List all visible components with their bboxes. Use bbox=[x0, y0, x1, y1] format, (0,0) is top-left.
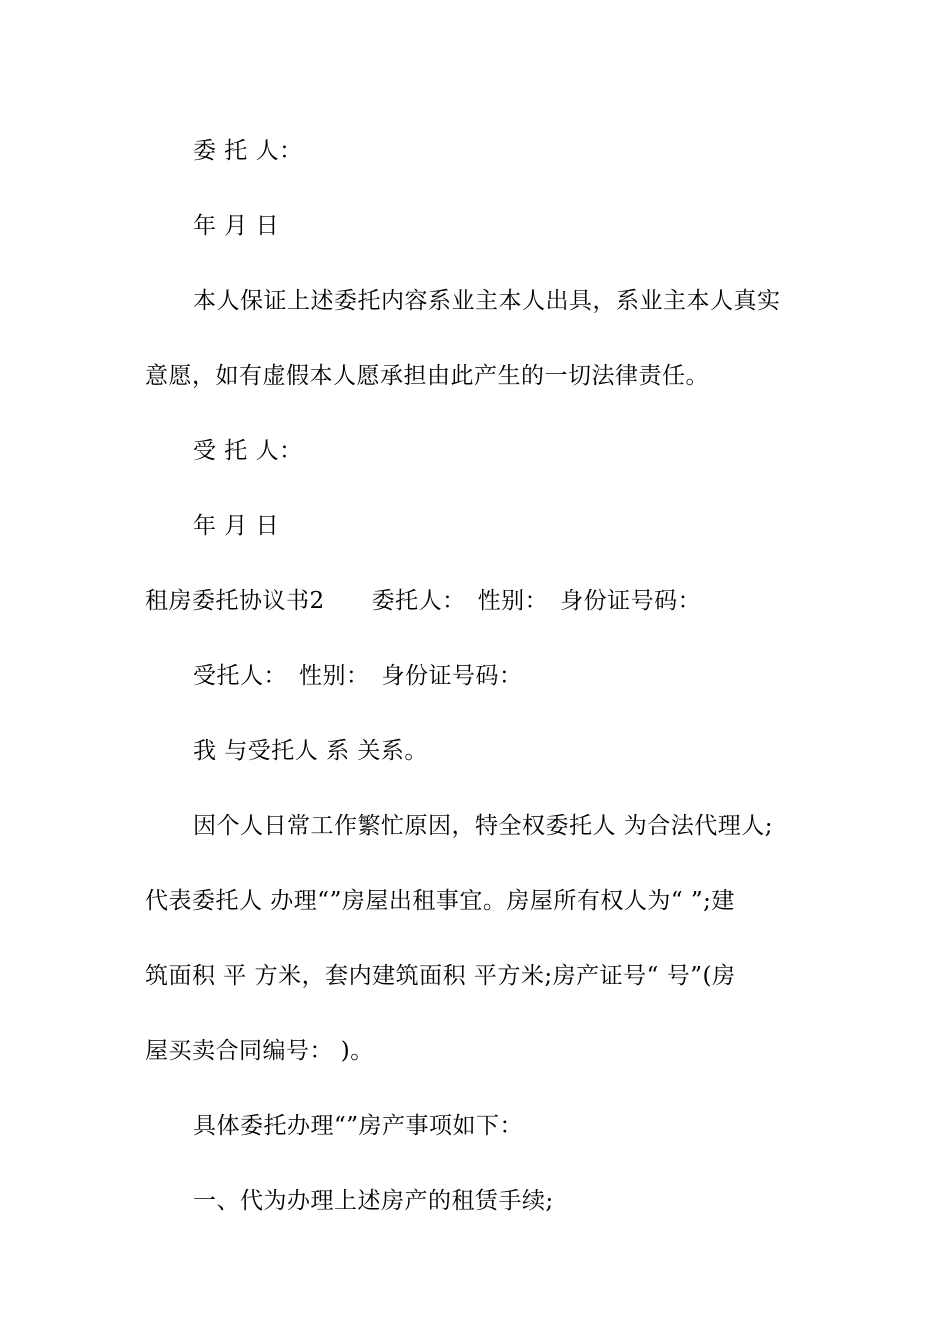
agent-info-line: 受托人： 性别： 身份证号码： bbox=[193, 663, 523, 689]
agent-signature-line: 受 托 人： bbox=[193, 438, 303, 464]
agreement-title-and-principal-info: 租房委托协议书2 委托人： 性别： 身份证号码： bbox=[145, 588, 702, 614]
guarantee-paragraph-line-2: 意愿，如有虚假本人愿承担由此产生的一切法律责任。 bbox=[145, 363, 709, 389]
entrusted-matters-heading: 具体委托办理“”房产事项如下： bbox=[193, 1113, 524, 1139]
agent-date-line: 年 月 日 bbox=[193, 513, 280, 539]
delegation-paragraph-line-2: 代表委托人 办理“”房屋出租事宜。房屋所有权人为“ ”;建 bbox=[145, 888, 735, 914]
delegation-paragraph-line-3: 筑面积 平 方米，套内建筑面积 平方米;房产证号“ 号”(房 bbox=[145, 963, 736, 989]
delegation-paragraph-line-1: 因个人日常工作繁忙原因，特全权委托人 为合法代理人; bbox=[193, 813, 774, 839]
principal-date-line: 年 月 日 bbox=[193, 213, 280, 239]
delegation-paragraph-line-4: 屋买卖合同编号： )。 bbox=[145, 1038, 374, 1064]
relationship-line: 我 与受托人 系 关系。 bbox=[193, 738, 428, 764]
principal-signature-line: 委 托 人： bbox=[193, 138, 303, 164]
entrusted-matter-item-1: 一、代为办理上述房产的租赁手续; bbox=[193, 1188, 554, 1214]
guarantee-paragraph-line-1: 本人保证上述委托内容系业主本人出具，系业主本人真实 bbox=[193, 288, 781, 314]
